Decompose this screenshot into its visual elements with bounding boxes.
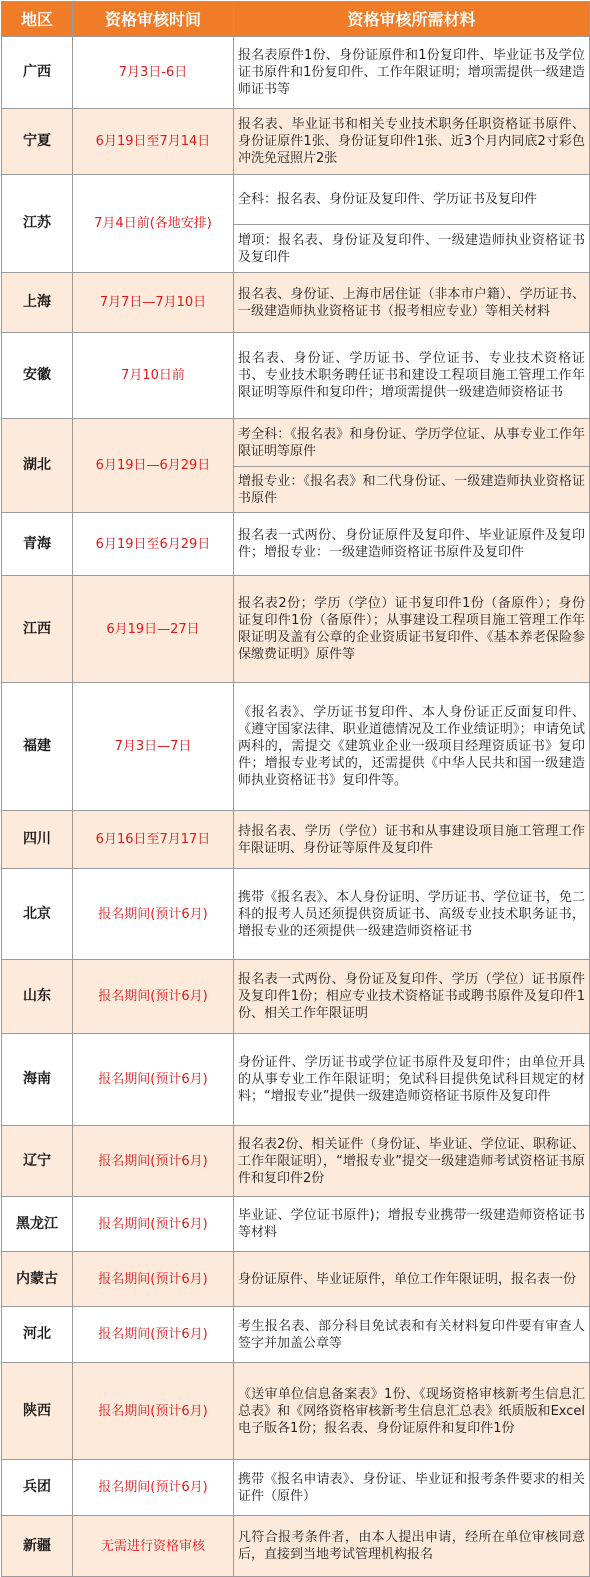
review-time-cell: 无需进行资格审核 xyxy=(73,1516,234,1577)
table-row xyxy=(2,1363,590,1460)
table-row xyxy=(2,419,590,467)
materials-cell: 考生报名表、部分科目免试表和有关材料复印件要有审查人签字并加盖公章等 xyxy=(234,1307,590,1363)
materials-cell: 持报名表、学历（学位）证书和从事建设项目施工管理工作年限证明、身份证等原件及复印件 xyxy=(234,811,590,869)
region-cell: 宁夏 xyxy=(2,109,73,175)
materials-cell: 《报名表》、学历证书复印件、本人身份证正反面复印件、《遵守国家法律、职业道德情况及工作业绩证明》；申请免试两科的，需提交《建筑业企业一级项目经理资质证书》复印件；增报专业考试的，还需提供《中华人民共和国一级建造师执业资格证书》复印件等。 xyxy=(234,683,590,811)
review-time-cell: 报名期间(预计6月) xyxy=(73,1460,234,1516)
table-row xyxy=(2,1126,590,1197)
table-row xyxy=(2,960,590,1034)
review-time-cell: 6月19日至6月29日 xyxy=(73,513,234,576)
materials-cell: 报名表、身份证、学历证书、学位证书、专业技术资格证书、专业技术职务聘任证书和建设工程项目施工管理工作年限证明等原件和复印件；增项需提供一级建造师资格证书 xyxy=(234,333,590,419)
materials-cell: 凡符合报考条件者，由本人提出申请，经所在单位审核同意后，直接到当地考试管理机构报名 xyxy=(234,1516,590,1577)
region-cell: 辽宁 xyxy=(2,1126,73,1197)
review-time-cell: 7月4日前(各地安排) xyxy=(73,175,234,273)
table-row xyxy=(2,1460,590,1516)
table-row xyxy=(2,811,590,869)
region-cell: 山东 xyxy=(2,960,73,1034)
region-cell: 四川 xyxy=(2,811,73,869)
materials-cell: 考全科：《报名表》和身份证、学历学位证、从事专业工作年限证明等原件 xyxy=(234,419,590,467)
review-time-cell: 报名期间(预计6月) xyxy=(73,1197,234,1252)
materials-cell: 身份证原件、毕业证原件，单位工作年限证明，报名表一份 xyxy=(234,1252,590,1307)
table-row xyxy=(2,333,590,419)
table-row xyxy=(2,869,590,960)
table-row xyxy=(2,1516,590,1577)
review-time-cell: 报名期间(预计6月) xyxy=(73,869,234,960)
materials-cell: 《送审单位信息备案表》1份、《现场资格审核新考生信息汇总表》和《网络资格审核新考生信息汇总表》纸质版和Excel电子版各1份；报名表、身份证原件和复印件1份 xyxy=(234,1363,590,1460)
review-time-cell: 报名期间(预计6月) xyxy=(73,1126,234,1197)
materials-cell: 增项：报名表、身份证及复印件、一级建造师执业资格证书及复印件 xyxy=(234,225,590,273)
table-row xyxy=(2,576,590,683)
review-time-cell: 报名期间(预计6月) xyxy=(73,1363,234,1460)
materials-cell: 报名表、毕业证书和相关专业技术职务任职资格证书原件、身份证原件1张、身份证复印件1张、近3个月内同底2寸彩色冲洗免冠照片2张 xyxy=(234,109,590,175)
review-time-cell: 6月19日—27日 xyxy=(73,576,234,683)
region-cell: 河北 xyxy=(2,1307,73,1363)
materials-cell: 报名表一式两份、身份证原件及复印件、毕业证原件及复印件；增报专业：一级建造师资格证书原件及复印件 xyxy=(234,513,590,576)
review-time-cell: 7月3日—7日 xyxy=(73,683,234,811)
region-cell: 江苏 xyxy=(2,175,73,273)
table-row xyxy=(2,1252,590,1307)
region-cell: 黑龙江 xyxy=(2,1197,73,1252)
review-time-cell: 6月19日—6月29日 xyxy=(73,419,234,513)
table-row xyxy=(2,273,590,333)
header-time: 资格审核时间 xyxy=(73,2,234,37)
region-cell: 江西 xyxy=(2,576,73,683)
materials-cell: 报名表、身份证、上海市居住证（非本市户籍）、学历证书、一级建造师执业资格证书（报考相应专业）等相关材料 xyxy=(234,273,590,333)
materials-cell: 增报专业：《报名表》和二代身份证、一级建造师执业资格证书原件 xyxy=(234,467,590,513)
review-time-cell: 报名期间(预计6月) xyxy=(73,1034,234,1126)
materials-cell: 报名表一式两份、身份证及复印件、学历（学位）证书原件及复印件1份；相应专业技术资格证书或聘书原件及复印件1份、相关工作年限证明 xyxy=(234,960,590,1034)
region-cell: 陕西 xyxy=(2,1363,73,1460)
region-cell: 新疆 xyxy=(2,1516,73,1577)
materials-cell: 全科：报名表、身份证及复印件、学历证书及复印件 xyxy=(234,175,590,225)
region-cell: 上海 xyxy=(2,273,73,333)
review-time-cell: 7月7日—7月10日 xyxy=(73,273,234,333)
review-time-cell: 6月16日至7月17日 xyxy=(73,811,234,869)
region-cell: 湖北 xyxy=(2,419,73,513)
review-time-cell: 7月3日-6日 xyxy=(73,37,234,109)
review-time-cell: 报名期间(预计6月) xyxy=(73,960,234,1034)
table-row xyxy=(2,1307,590,1363)
region-cell: 安徽 xyxy=(2,333,73,419)
review-time-cell: 报名期间(预计6月) xyxy=(73,1307,234,1363)
materials-cell: 报名表2份；学历（学位）证书复印件1份（备原件）；身份证复印件1份（备原件）；从事建设工程项目施工管理工作年限证明及盖有公章的企业资质证书复印件、《基本养老保险参保缴费证明》原件等 xyxy=(234,576,590,683)
table-row xyxy=(2,1197,590,1252)
materials-cell: 携带《报名表》、本人身份证明、学历证书、学位证书，免二科的报考人员还须提供资质证书、高级专业技术职务证书，增报专业的还须提供一级建造师资格证书 xyxy=(234,869,590,960)
materials-cell: 报名表原件1份、身份证原件和1份复印件、毕业证书及学位证书原件和1份复印件、工作年限证明；增项需提供一级建造师证书等 xyxy=(234,37,590,109)
header-row xyxy=(2,2,590,37)
table-row xyxy=(2,175,590,225)
region-cell: 广西 xyxy=(2,37,73,109)
table-row xyxy=(2,683,590,811)
review-time-cell: 6月19日至7月14日 xyxy=(73,109,234,175)
review-time-cell: 7月10日前 xyxy=(73,333,234,419)
region-cell: 青海 xyxy=(2,513,73,576)
header-region: 地区 xyxy=(2,2,73,37)
table-row xyxy=(2,37,590,109)
region-cell: 海南 xyxy=(2,1034,73,1126)
region-cell: 福建 xyxy=(2,683,73,811)
materials-cell: 报名表2份、相关证件（身份证、毕业证、学位证、职称证、工作年限证明），“增报专业”提交一级建造师考试资格证书原件和复印件2份 xyxy=(234,1126,590,1197)
table-row xyxy=(2,513,590,576)
table-row xyxy=(2,1034,590,1126)
review-time-cell: 报名期间(预计6月) xyxy=(73,1252,234,1307)
qualification-review-table xyxy=(1,1,590,1577)
region-cell: 北京 xyxy=(2,869,73,960)
header-materials: 资格审核所需材料 xyxy=(234,2,590,37)
region-cell: 兵团 xyxy=(2,1460,73,1516)
materials-cell: 身份证件、学历证书或学位证书原件及复印件；由单位开具的从事专业工作年限证明；免试科目提供免试科目规定的材料；“增报专业”提供一级建造师资格证书原件及复印件 xyxy=(234,1034,590,1126)
materials-cell: 毕业证、学位证书原件)；增报专业携带一级建造师资格证书等材料 xyxy=(234,1197,590,1252)
materials-cell: 携带《报名申请表》、身份证、毕业证和报考条件要求的相关证件（原件） xyxy=(234,1460,590,1516)
table-row xyxy=(2,109,590,175)
region-cell: 内蒙古 xyxy=(2,1252,73,1307)
